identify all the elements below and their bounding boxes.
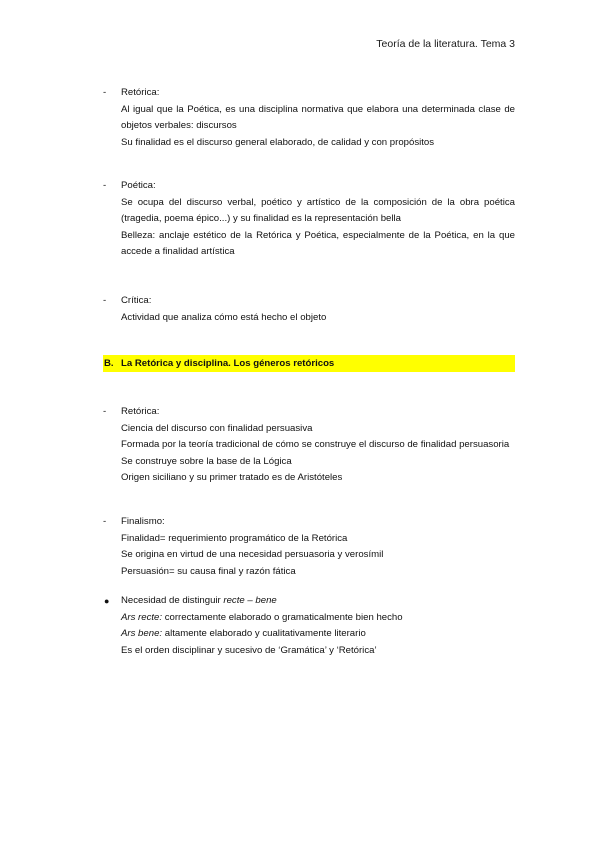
paragraph-line: Se origina en virtud de una necesidad persuasoria y verosímil xyxy=(121,549,384,560)
item-heading: Retórica: xyxy=(121,87,160,98)
section-title: La Retórica y disciplina. Los géneros retóricos xyxy=(121,358,335,369)
paragraph-line: Su finalidad es el discurso general elaborado, de calidad y con propósitos xyxy=(121,136,435,148)
item-heading: Poética: xyxy=(121,180,156,191)
heading-italic-term: recte – bene xyxy=(223,595,277,606)
item-body xyxy=(121,178,515,261)
dash-marker: - xyxy=(103,516,107,527)
item-heading: Crítica: xyxy=(121,295,152,306)
list-item-critica xyxy=(103,293,515,326)
paragraph-line: Finalidad= requerimiento programático de la Retórica xyxy=(121,532,348,544)
paragraph-line: Actividad que analiza cómo está hecho el objeto xyxy=(121,311,327,323)
term-definition: altamente elaborado y cualitativamente literario xyxy=(162,628,366,639)
item-body xyxy=(121,404,515,487)
paragraph-line xyxy=(121,610,515,627)
paragraph-line: Al igual que la Poética, es una disciplina normativa que elabora una determinada clase de objetos verbales: discursos xyxy=(121,103,515,131)
item-heading: Retórica: xyxy=(121,406,160,417)
heading-text: Necesidad de distinguir xyxy=(121,595,224,606)
section-heading-b xyxy=(103,355,515,372)
paragraph-line: Belleza: anclaje estético de la Retórica y Poética, especialmente de la Poética, en la que accede a finalidad artística xyxy=(121,229,515,257)
list-item-retorica-definition xyxy=(103,85,515,151)
item-body xyxy=(121,293,515,326)
paragraph-line: Es el orden disciplinar y sucesivo de ‘Gramática’ y ‘Retórica’ xyxy=(121,644,377,656)
dash-marker: - xyxy=(103,295,107,306)
item-body xyxy=(121,514,515,580)
paragraph-line xyxy=(121,626,515,643)
dash-marker: - xyxy=(103,180,107,191)
term-ars-recte: Ars recte: xyxy=(121,611,163,623)
item-body xyxy=(121,593,515,659)
bullet-icon: ● xyxy=(104,596,110,606)
paragraph-line: Origen siciliano y su primer tratado es de Aristóteles xyxy=(121,472,343,483)
paragraph-line: Se ocupa del discurso verbal, poético y artístico de la composición de la obra poética (tragedia, poema épico...) y su finalidad es la representación bella xyxy=(121,196,515,224)
page-header-title: Teoría de la literatura. Tema 3 xyxy=(376,38,515,50)
section-letter: B. xyxy=(104,358,114,369)
paragraph-line: Formada por la teoría tradicional de cómo se construye el discurso de finalidad persuasoria xyxy=(121,439,510,450)
dash-marker: - xyxy=(103,406,107,417)
paragraph-line: Ciencia del discurso con finalidad persuasiva xyxy=(121,422,313,434)
list-item-finalismo xyxy=(103,514,515,580)
item-heading xyxy=(121,593,515,610)
term-ars-bene: Ars bene: xyxy=(121,628,163,639)
paragraph-line: Persuasión= su causa final y razón fática xyxy=(121,565,296,577)
paragraph-line: Se construye sobre la base de la Lógica xyxy=(121,455,292,467)
item-body xyxy=(121,85,515,151)
term-definition: correctamente elaborado o gramaticalmente bien hecho xyxy=(162,611,403,623)
list-item-poetica xyxy=(103,178,515,261)
dash-marker: - xyxy=(103,87,107,98)
item-heading: Finalismo: xyxy=(121,516,165,527)
list-item-retorica-ciencia xyxy=(103,404,515,487)
list-item-necesidad xyxy=(103,593,515,659)
